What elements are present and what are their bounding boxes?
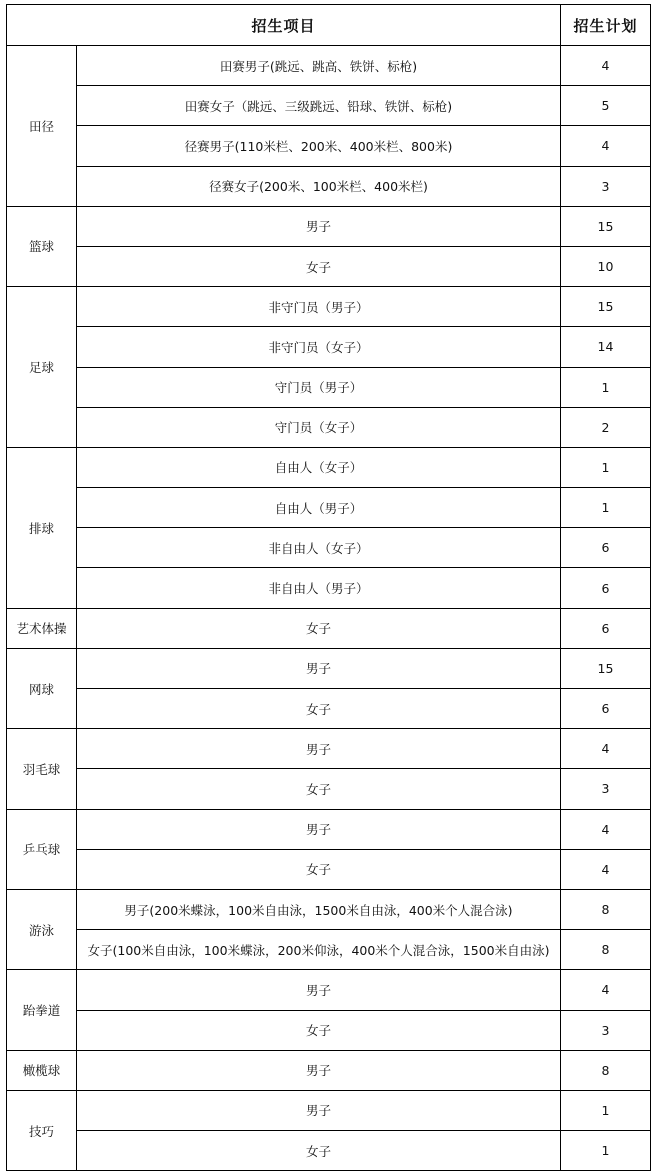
plan-count-cell: 8 xyxy=(561,1050,651,1090)
plan-count-cell: 4 xyxy=(561,126,651,166)
event-cell: 女子 xyxy=(77,769,561,809)
plan-count-cell: 4 xyxy=(561,809,651,849)
event-cell: 女子 xyxy=(77,689,561,729)
sport-name-cell: 技巧 xyxy=(7,1090,77,1170)
sport-name-cell: 游泳 xyxy=(7,889,77,969)
recruitment-table xyxy=(6,4,651,1171)
plan-count-cell: 4 xyxy=(561,970,651,1010)
event-cell: 非自由人（女子） xyxy=(77,528,561,568)
table-row xyxy=(7,206,651,246)
plan-count-cell: 1 xyxy=(561,488,651,528)
table-row xyxy=(7,769,651,809)
event-cell: 非守门员（女子） xyxy=(77,327,561,367)
event-cell: 守门员（女子） xyxy=(77,407,561,447)
table-row xyxy=(7,166,651,206)
plan-count-cell: 15 xyxy=(561,648,651,688)
sport-name-cell: 篮球 xyxy=(7,206,77,286)
event-cell: 男子 xyxy=(77,809,561,849)
sport-name-cell: 艺术体操 xyxy=(7,608,77,648)
table-row xyxy=(7,930,651,970)
event-cell: 女子(100米自由泳，100米蝶泳，200米仰泳，400米个人混合泳，1500米自由泳) xyxy=(77,930,561,970)
header-plan: 招生计划 xyxy=(561,5,651,46)
table-row xyxy=(7,126,651,166)
plan-count-cell: 4 xyxy=(561,46,651,86)
sport-name-cell: 乒乓球 xyxy=(7,809,77,889)
plan-count-cell: 8 xyxy=(561,889,651,929)
table-row xyxy=(7,689,651,729)
table-row xyxy=(7,889,651,929)
plan-count-cell: 15 xyxy=(561,287,651,327)
table-row xyxy=(7,407,651,447)
plan-count-cell: 1 xyxy=(561,447,651,487)
table-row xyxy=(7,86,651,126)
sport-name-cell: 排球 xyxy=(7,447,77,608)
table-row xyxy=(7,367,651,407)
table-header-row xyxy=(7,5,651,46)
plan-count-cell: 8 xyxy=(561,930,651,970)
sport-name-cell: 跆拳道 xyxy=(7,970,77,1050)
plan-count-cell: 1 xyxy=(561,367,651,407)
table-row xyxy=(7,809,651,849)
sport-name-cell: 田径 xyxy=(7,46,77,207)
event-cell: 女子 xyxy=(77,608,561,648)
plan-count-cell: 1 xyxy=(561,1090,651,1130)
event-cell: 男子 xyxy=(77,206,561,246)
sport-name-cell: 羽毛球 xyxy=(7,729,77,809)
header-project: 招生项目 xyxy=(7,5,561,46)
table-row xyxy=(7,447,651,487)
plan-count-cell: 3 xyxy=(561,1010,651,1050)
plan-count-cell: 4 xyxy=(561,849,651,889)
event-cell: 田赛男子(跳远、跳高、铁饼、标枪) xyxy=(77,46,561,86)
event-cell: 非守门员（男子） xyxy=(77,287,561,327)
plan-count-cell: 3 xyxy=(561,166,651,206)
plan-count-cell: 2 xyxy=(561,407,651,447)
event-cell: 径赛男子(110米栏、200米、400米栏、800米) xyxy=(77,126,561,166)
table-row xyxy=(7,1050,651,1090)
event-cell: 女子 xyxy=(77,1131,561,1171)
table-row xyxy=(7,327,651,367)
event-cell: 男子 xyxy=(77,648,561,688)
plan-count-cell: 6 xyxy=(561,689,651,729)
event-cell: 守门员（男子） xyxy=(77,367,561,407)
plan-count-cell: 14 xyxy=(561,327,651,367)
plan-count-cell: 3 xyxy=(561,769,651,809)
event-cell: 非自由人（男子） xyxy=(77,568,561,608)
plan-count-cell: 6 xyxy=(561,528,651,568)
sport-name-cell: 网球 xyxy=(7,648,77,728)
plan-count-cell: 5 xyxy=(561,86,651,126)
table-row xyxy=(7,528,651,568)
plan-count-cell: 6 xyxy=(561,568,651,608)
table-row xyxy=(7,608,651,648)
table-row xyxy=(7,970,651,1010)
table-row xyxy=(7,1131,651,1171)
table-row xyxy=(7,568,651,608)
event-cell: 男子(200米蝶泳，100米自由泳，1500米自由泳，400米个人混合泳) xyxy=(77,889,561,929)
table-row xyxy=(7,1090,651,1130)
event-cell: 径赛女子(200米、100米栏、400米栏) xyxy=(77,166,561,206)
event-cell: 男子 xyxy=(77,1090,561,1130)
event-cell: 男子 xyxy=(77,970,561,1010)
table-body xyxy=(7,46,651,1171)
table-row xyxy=(7,729,651,769)
sport-name-cell: 足球 xyxy=(7,287,77,448)
plan-count-cell: 1 xyxy=(561,1131,651,1171)
plan-count-cell: 10 xyxy=(561,246,651,286)
table-row xyxy=(7,488,651,528)
table-row xyxy=(7,849,651,889)
plan-count-cell: 6 xyxy=(561,608,651,648)
event-cell: 女子 xyxy=(77,1010,561,1050)
plan-count-cell: 15 xyxy=(561,206,651,246)
event-cell: 女子 xyxy=(77,849,561,889)
table-row xyxy=(7,648,651,688)
table-row xyxy=(7,287,651,327)
table-row xyxy=(7,46,651,86)
event-cell: 女子 xyxy=(77,246,561,286)
sport-name-cell: 橄榄球 xyxy=(7,1050,77,1090)
table-row xyxy=(7,1010,651,1050)
event-cell: 自由人（男子） xyxy=(77,488,561,528)
event-cell: 田赛女子（跳远、三级跳远、铅球、铁饼、标枪) xyxy=(77,86,561,126)
plan-count-cell: 4 xyxy=(561,729,651,769)
event-cell: 男子 xyxy=(77,1050,561,1090)
event-cell: 自由人（女子） xyxy=(77,447,561,487)
event-cell: 男子 xyxy=(77,729,561,769)
table-row xyxy=(7,246,651,286)
